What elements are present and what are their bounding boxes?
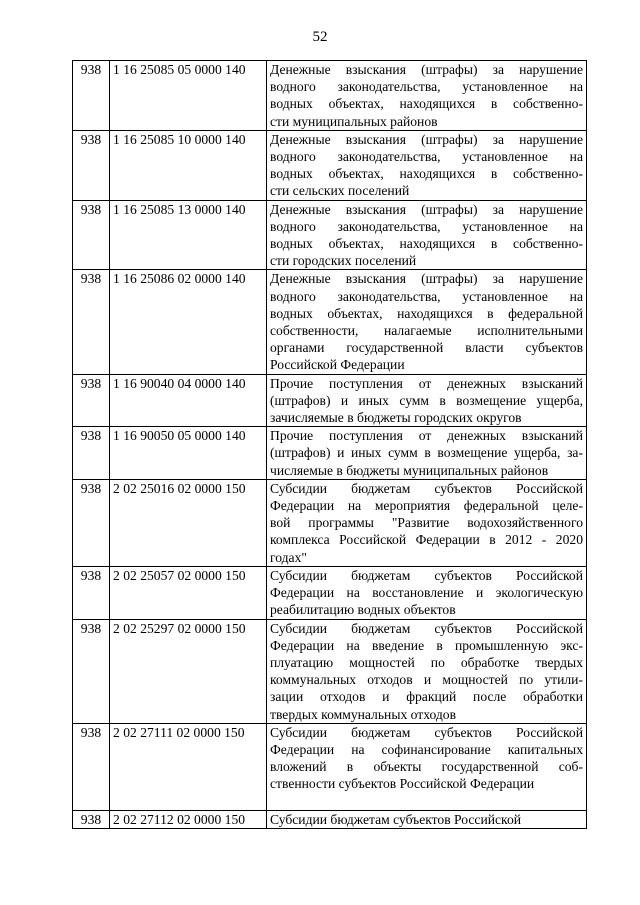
text-line: водных объектах, находящихся в собственно- [270, 166, 583, 182]
text-line: ственности субъектов Российской Федерации [270, 776, 535, 792]
text-line: Субсидии бюджетам субъектов Российской [270, 567, 583, 583]
text-line: водного законодательства, установленное на [270, 79, 583, 95]
text-line: Федерации на введение в промышленную экс- [270, 637, 583, 653]
text-line: вложений в объекты государственной соб- [270, 759, 583, 775]
admin-code-cell: 938 [73, 427, 110, 480]
table-row [73, 723, 587, 810]
table-row [73, 479, 587, 566]
text-line: Денежные взыскания (штрафы) за нарушение [270, 271, 583, 287]
admin-code-cell: 938 [73, 61, 110, 131]
revenue-name-cell [267, 566, 587, 619]
text-line: твердых коммунальных отходов [270, 706, 457, 722]
table-row [73, 130, 587, 200]
table-row [73, 200, 587, 270]
budget-code-cell: 1 16 25085 13 0000 140 [110, 200, 267, 270]
text-line: Денежные взыскания (штрафы) за нарушение [270, 201, 583, 217]
text-line: водного законодательства, установленное на [270, 218, 583, 234]
revenue-name-cell [267, 130, 587, 200]
text-line: Федерации на софинансирование капитальных [270, 741, 583, 757]
budget-code-cell: 1 16 25085 10 0000 140 [110, 130, 267, 200]
revenue-name-cell [267, 619, 587, 723]
text-line: реабилитацию водных объектов [270, 602, 456, 618]
budget-code-cell: 1 16 25086 02 0000 140 [110, 270, 267, 374]
admin-code-cell: 938 [73, 566, 110, 619]
budget-code-cell: 2 02 25016 02 0000 150 [110, 479, 267, 566]
text-line: комплекса Российской Федерации в 2012 - 2020 [270, 532, 583, 548]
text-line: зации отходов и фракций после обработки [270, 689, 583, 705]
revenue-name-cell [267, 723, 587, 810]
revenue-name-cell [267, 479, 587, 566]
table-row [73, 374, 587, 427]
admin-code-cell: 938 [73, 479, 110, 566]
table-row [73, 270, 587, 374]
text-line: Субсидии бюджетам субъектов Российской [270, 724, 583, 740]
text-line: коммунальных отходов и мощностей по утили- [270, 672, 583, 688]
table-body [73, 61, 587, 829]
revenue-name-cell [267, 810, 587, 828]
text-line: собственности, налагаемые исполнительными [270, 323, 583, 339]
text-line: (штрафов) и иных сумм в возмещение ущерба, за- [270, 445, 583, 461]
text-line: Субсидии бюджетам субъектов Российской [270, 480, 583, 496]
budget-code-cell: 1 16 90040 04 0000 140 [110, 374, 267, 427]
text-line: Субсидии бюджетам субъектов Российской [270, 811, 522, 827]
text-line: Прочие поступления от денежных взысканий [270, 428, 583, 444]
revenue-name-cell [267, 427, 587, 480]
text-line: сти городских поселений [270, 253, 417, 269]
text-line: Прочие поступления от денежных взысканий [270, 375, 583, 391]
budget-code-cell: 2 02 25057 02 0000 150 [110, 566, 267, 619]
text-line: Денежные взыскания (штрафы) за нарушение [270, 131, 583, 147]
text-line: вой программы "Развитие водохозяйственного [270, 515, 583, 531]
text-line: водных объектах, находящихся в собственно- [270, 236, 583, 252]
revenue-name-cell [267, 374, 587, 427]
table-row [73, 61, 587, 131]
text-line: водных объектах, находящихся в федеральной [270, 305, 583, 321]
text-line [270, 793, 583, 810]
table-row [73, 427, 587, 480]
text-line: Российской Федерации [270, 357, 405, 373]
text-line: годах" [270, 549, 307, 565]
text-line: водного законодательства, установленное на [270, 288, 583, 304]
budget-code-cell: 2 02 27111 02 0000 150 [110, 723, 267, 810]
text-line: Федерации на мероприятия федеральной целе- [270, 498, 583, 514]
text-line: (штрафов) и иных сумм в возмещение ущерба, [270, 392, 583, 408]
revenue-name-cell [267, 270, 587, 374]
table-row [73, 810, 587, 828]
admin-code-cell: 938 [73, 723, 110, 810]
revenue-name-cell [267, 200, 587, 270]
text-line: сти муниципальных районов [270, 113, 438, 129]
admin-code-cell: 938 [73, 374, 110, 427]
table-row [73, 619, 587, 723]
text-line: зачисляемые в бюджеты городских округов [270, 410, 522, 426]
admin-code-cell: 938 [73, 130, 110, 200]
text-line: плуатацию мощностей по обработке твердых [270, 654, 583, 670]
budget-code-cell: 2 02 27112 02 0000 150 [110, 810, 267, 828]
admin-code-cell: 938 [73, 619, 110, 723]
revenue-name-cell [267, 61, 587, 131]
text-line: органами государственной власти субъектов [270, 340, 583, 356]
admin-code-cell: 938 [73, 270, 110, 374]
text-line: Денежные взыскания (штрафы) за нарушение [270, 62, 583, 77]
text-line: водного законодательства, установленное на [270, 149, 583, 165]
budget-code-cell: 2 02 25297 02 0000 150 [110, 619, 267, 723]
budget-classification-table [72, 60, 587, 829]
text-line: водных объектах, находящихся в собственно- [270, 96, 583, 112]
admin-code-cell: 938 [73, 200, 110, 270]
text-line: сти сельских поселений [270, 183, 410, 199]
table-row [73, 566, 587, 619]
text-line: Субсидии бюджетам субъектов Российской [270, 620, 583, 636]
text-line: Федерации на восстановление и экологическую [270, 585, 583, 601]
page-number: 52 [312, 29, 328, 45]
admin-code-cell: 938 [73, 810, 110, 828]
budget-code-cell: 1 16 90050 05 0000 140 [110, 427, 267, 480]
budget-code-cell: 1 16 25085 05 0000 140 [110, 61, 267, 131]
text-line: числяемые в бюджеты муниципальных районов [270, 462, 549, 478]
